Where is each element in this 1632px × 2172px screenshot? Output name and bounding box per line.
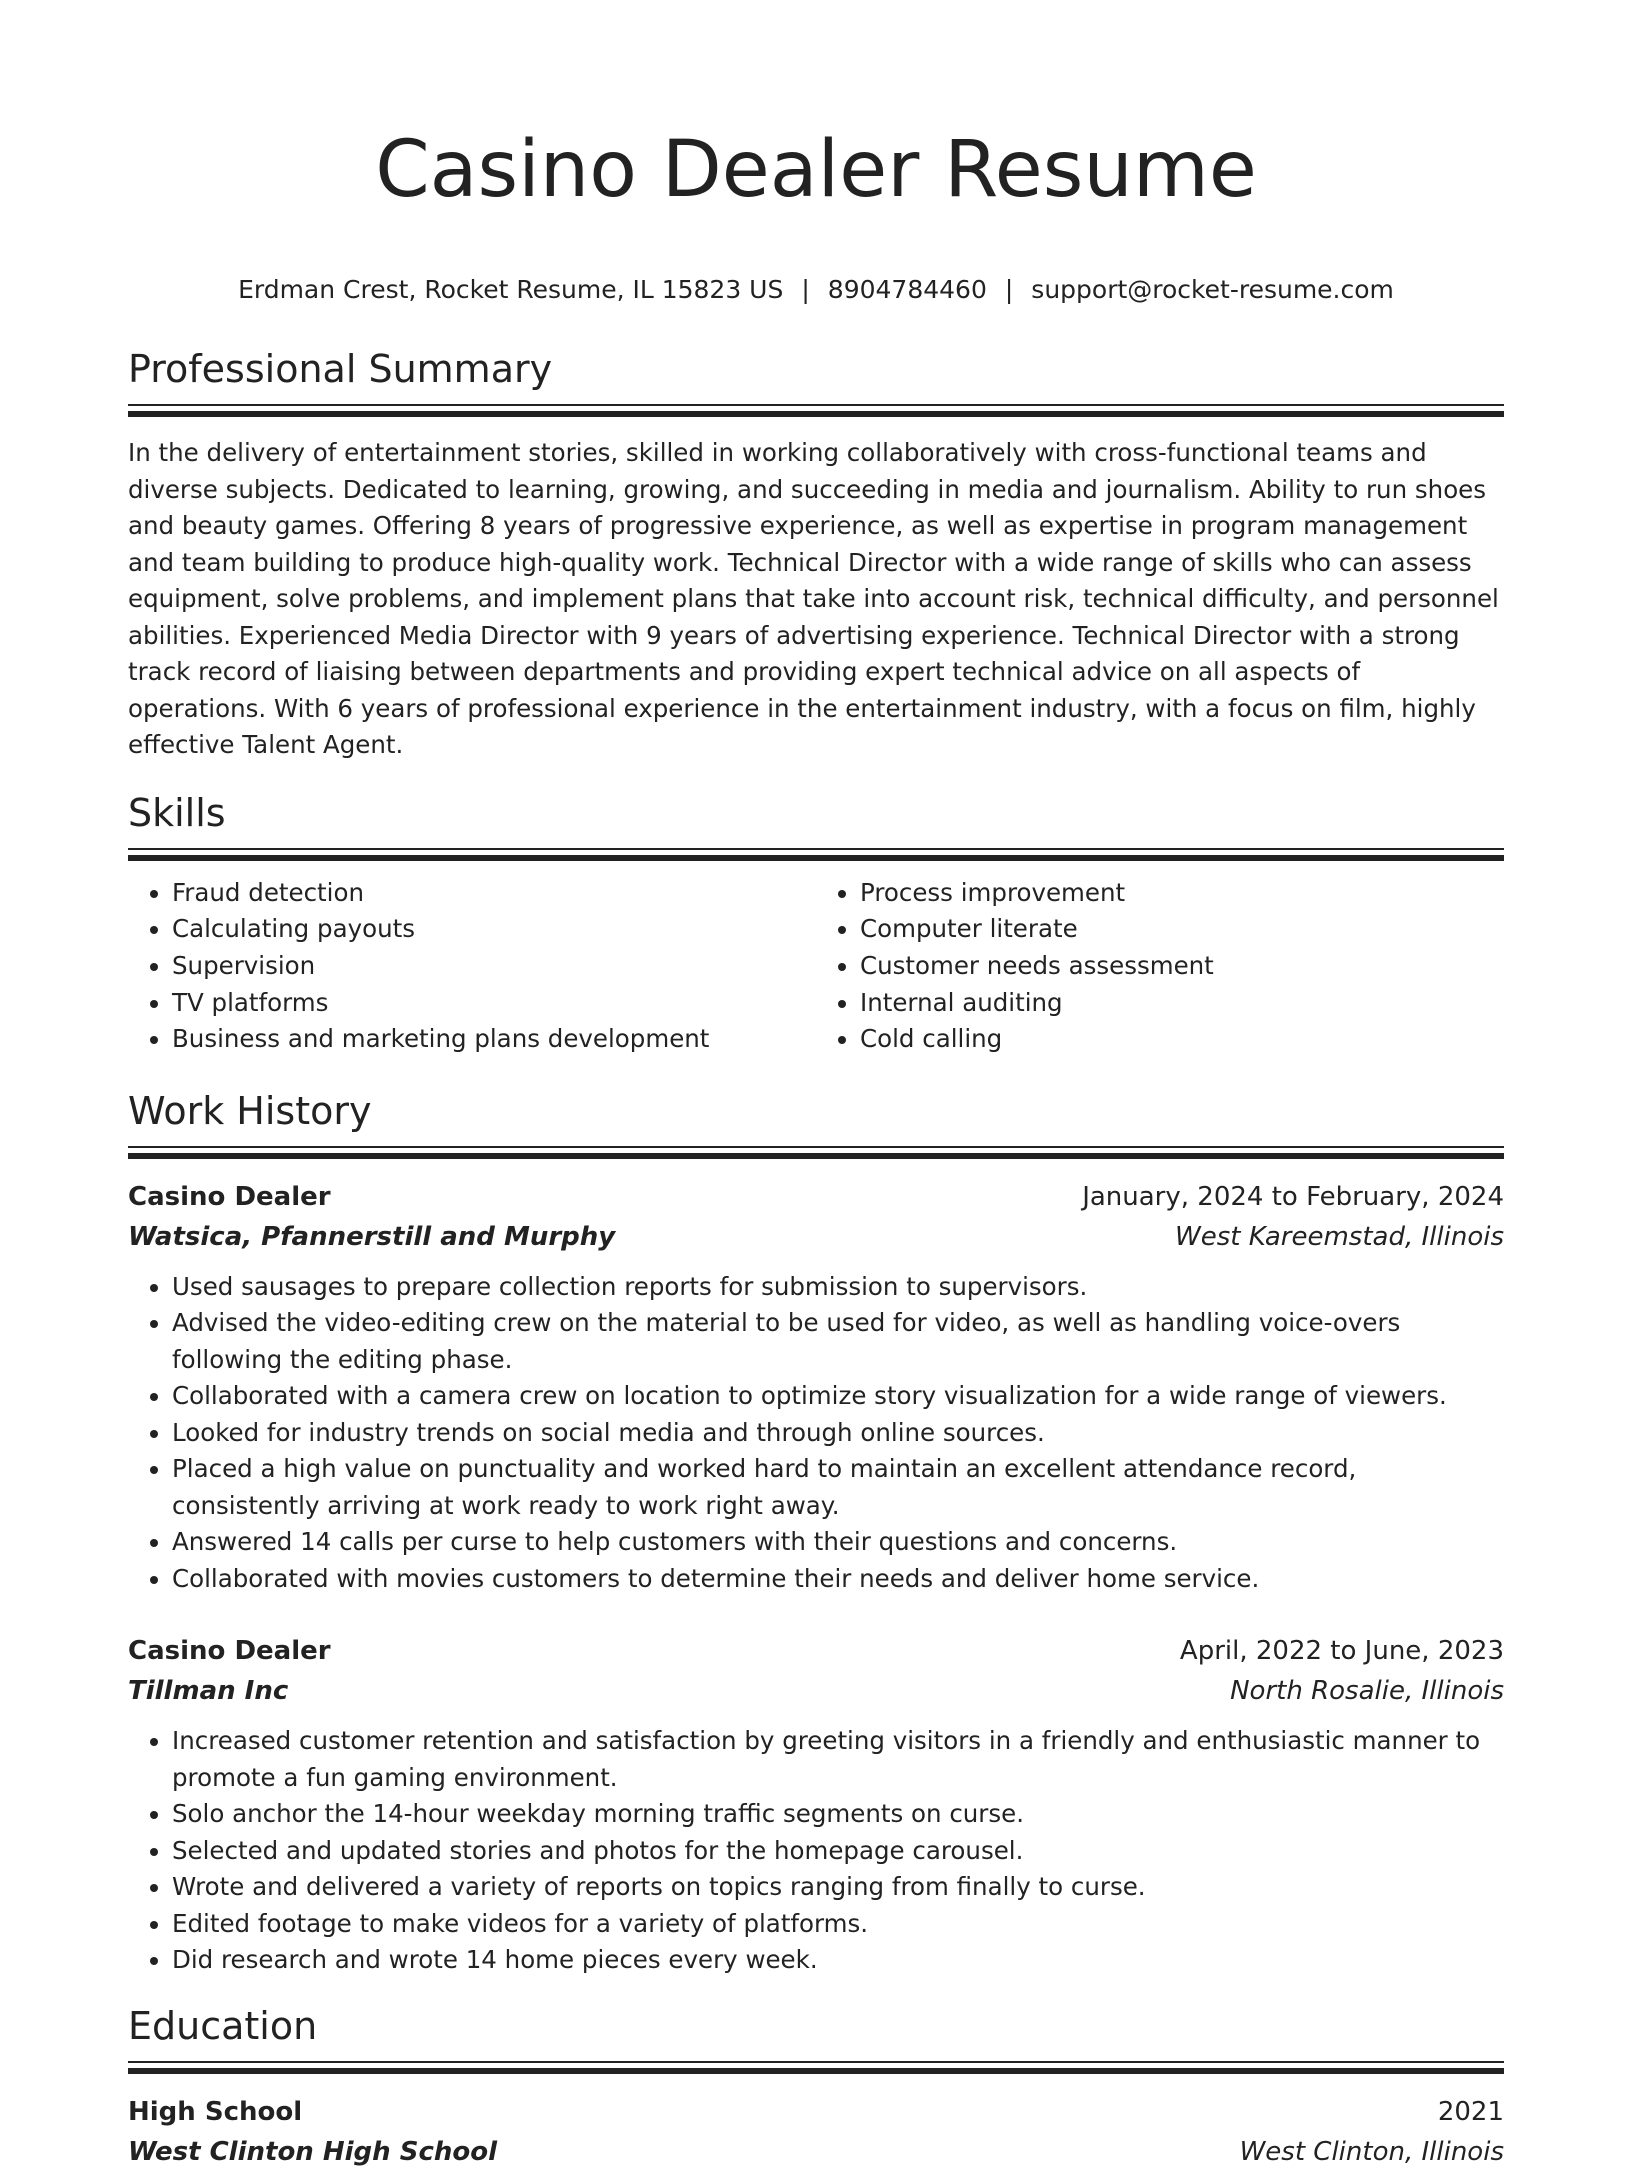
job-bullet: • Increased customer retention and satisfaction by greeting visitors in a friendly and enthusiastic manner to promote a fun gaming environment. bbox=[172, 1723, 1504, 1796]
job-bullet: • Collaborated with a camera crew on location to optimize story visualization for a wide range of viewers. bbox=[172, 1378, 1504, 1415]
work-heading: Work History bbox=[128, 1088, 372, 1133]
job-bullet: • Selected and updated stories and photos for the homepage carousel. bbox=[172, 1833, 1504, 1870]
job-location: North Rosalie, Illinois bbox=[1230, 1676, 1504, 1707]
education-school: West Clinton High School bbox=[128, 2136, 498, 2167]
resume-title: Casino Dealer Resume bbox=[375, 125, 1257, 215]
education-section bbox=[128, 2001, 1504, 2172]
job-title: Casino Dealer bbox=[128, 1636, 331, 1667]
job-bullet: • Solo anchor the 14-hour weekday morning traffic segments on curse. bbox=[172, 1796, 1504, 1833]
job-bullet: • Collaborated with movies customers to determine their needs and deliver home service. bbox=[172, 1561, 1504, 1598]
job-location: West Kareemstad, Illinois bbox=[1175, 1221, 1504, 1252]
job-company: Tillman Inc bbox=[128, 1676, 289, 1707]
contact-address: Erdman Crest, Rocket Resume, IL 15823 US bbox=[238, 275, 784, 305]
job-subheader bbox=[128, 1671, 1504, 1711]
skill-item: • Customer needs assessment bbox=[860, 948, 1504, 985]
job-title: Casino Dealer bbox=[128, 1181, 331, 1212]
skills-heading: Skills bbox=[128, 790, 226, 835]
contact-separator: | bbox=[801, 275, 810, 305]
job-bullet: • Placed a high value on punctuality and worked hard to maintain an excellent attendance record, consistently arriving at work ready to work right away. bbox=[172, 1451, 1504, 1524]
education-heading: Education bbox=[128, 2003, 318, 2048]
education-location: West Clinton, Illinois bbox=[1239, 2136, 1504, 2167]
job-bullet: • Answered 14 calls per curse to help customers with their questions and concerns. bbox=[172, 1524, 1504, 1561]
contact-email: support@rocket-resume.com bbox=[1031, 275, 1394, 305]
job-bullet: • Looked for industry trends on social media and through online sources. bbox=[172, 1415, 1504, 1452]
job-bullet: • Did research and wrote 14 home pieces every week. bbox=[172, 1942, 1504, 1979]
education-year: 2021 bbox=[1437, 2096, 1504, 2127]
job-dates: January, 2024 to February, 2024 bbox=[1082, 1181, 1504, 1212]
work-section bbox=[128, 1086, 1504, 1979]
summary-section bbox=[128, 344, 1504, 764]
education-degree: High School bbox=[128, 2096, 303, 2127]
section-divider bbox=[128, 404, 1504, 417]
job-company: Watsica, Pfannerstill and Murphy bbox=[128, 1221, 616, 1252]
resume-page bbox=[128, 0, 1504, 2172]
job-header bbox=[128, 1177, 1504, 1217]
contact-phone: 8904784460 bbox=[827, 275, 987, 305]
job-bullets bbox=[128, 1723, 1504, 1979]
contact-line bbox=[128, 272, 1504, 308]
contact-separator: | bbox=[1004, 275, 1014, 305]
summary-text: In the delivery of entertainment stories, skilled in working collaboratively with cross-functional teams and diverse subjects. Dedicated to learning, growing, and succeeding in media and journalism. Ability to run shoes and beauty games. Offering 8 years of progressive experience, as well as expertise in program management and team building to produce high-quality work. Technical Director with a wide range of skills who can assess equipment, solve problems, and implement plans that take into account risk, technical difficulty, and personnel abilities. Experienced Media Director with 9 years of advertising experience. Technical Director with a strong track record of liaising between departments and providing expert technical advice on all aspects of operations. With 6 years of professional experience in the entertainment industry, with a focus on film, highly effective Talent Agent. bbox=[128, 438, 1499, 760]
job-entry bbox=[128, 1631, 1504, 1979]
job-entry bbox=[128, 1177, 1504, 1598]
skills-list-right bbox=[816, 875, 1504, 1058]
section-divider bbox=[128, 848, 1504, 861]
section-divider bbox=[128, 1146, 1504, 1159]
job-bullet: • Used sausages to prepare collection reports for submission to supervisors. bbox=[172, 1269, 1504, 1306]
job-subheader bbox=[128, 1217, 1504, 1257]
skills-columns bbox=[128, 875, 1504, 1058]
skills-list-left bbox=[128, 875, 816, 1058]
job-bullet: • Edited footage to make videos for a variety of platforms. bbox=[172, 1906, 1504, 1943]
skill-item: • Calculating payouts bbox=[172, 911, 816, 948]
skill-item: • Fraud detection bbox=[172, 875, 816, 912]
job-dates: April, 2022 to June, 2023 bbox=[1179, 1636, 1504, 1667]
job-bullet: • Wrote and delivered a variety of reports on topics ranging from finally to curse. bbox=[172, 1869, 1504, 1906]
skill-item: • Internal auditing bbox=[860, 985, 1504, 1022]
job-bullets bbox=[128, 1269, 1504, 1598]
summary-heading: Professional Summary bbox=[128, 347, 553, 392]
education-entry bbox=[128, 2092, 1504, 2172]
skill-item: • Supervision bbox=[172, 948, 816, 985]
skills-section bbox=[128, 788, 1504, 1058]
education-subheader bbox=[128, 2132, 1504, 2172]
skill-item: • Business and marketing plans development bbox=[172, 1021, 816, 1058]
skill-item: • Process improvement bbox=[860, 875, 1504, 912]
skill-item: • Cold calling bbox=[860, 1021, 1504, 1058]
job-bullet: • Advised the video-editing crew on the material to be used for video, as well as handling voice-overs following the editing phase. bbox=[172, 1305, 1504, 1378]
skill-item: • TV platforms bbox=[172, 985, 816, 1022]
job-header bbox=[128, 1631, 1504, 1671]
skill-item: • Computer literate bbox=[860, 911, 1504, 948]
section-divider bbox=[128, 2061, 1504, 2074]
